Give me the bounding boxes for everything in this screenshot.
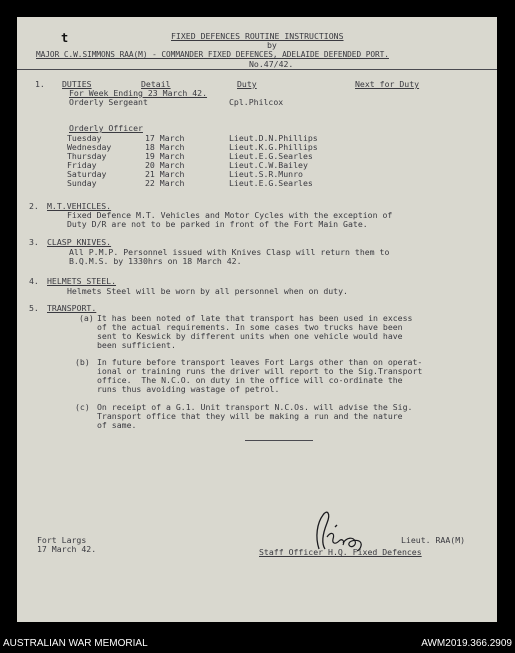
s5-a-line: sent to Keswick by different units when one vehicle would have xyxy=(97,331,403,341)
archive-institution: AUSTRALIAN WAR MEMORIAL xyxy=(3,638,148,649)
roster-day: Sunday xyxy=(67,178,97,188)
s1-orderly-sergeant-label: Orderly Sergeant xyxy=(69,97,148,107)
s1-orderly-officer-title: Orderly Officer xyxy=(69,123,143,133)
doc-title: FIXED DEFENCES ROUTINE INSTRUCTIONS xyxy=(171,31,344,41)
roster-officer: Lieut.C.W.Bailey xyxy=(229,160,308,170)
s5-c-line: Transport office that they will be making a run and the nature xyxy=(97,411,403,421)
s1-week: For Week Ending 23 March 42. xyxy=(69,88,208,98)
s5-c-label: (c) xyxy=(75,402,90,412)
s2-line2: Duty D/R are not to be parked in front of the Fort Main Gate. xyxy=(67,219,368,229)
sign-place: Fort Largs xyxy=(37,535,87,545)
roster-day: Thursday xyxy=(67,151,107,161)
s5-b-line: ional or training runs the driver will report to the Sig.Transport xyxy=(97,366,423,376)
roster-officer: Lieut.E.G.Searles xyxy=(229,178,313,188)
s1-num: 1. xyxy=(35,79,45,89)
s5-num: 5. xyxy=(29,303,39,313)
s5-title: TRANSPORT. xyxy=(47,303,97,313)
s5-b-label: (b) xyxy=(75,357,90,367)
roster-date: 20 March xyxy=(145,160,185,170)
s4-num: 4. xyxy=(29,276,39,286)
s5-b-line: office. The N.C.O. on duty in the office will co-ordinate the xyxy=(97,375,403,385)
s5-a-line: It has been noted of late that transport has been used in excess xyxy=(97,313,413,323)
s5-a-line: been sufficient. xyxy=(97,340,176,350)
s1-orderly-sergeant-name: Cpl.Philcox xyxy=(229,97,284,107)
s2-line1: Fixed Defence M.T. Vehicles and Motor Cycles with the exception of xyxy=(67,210,393,220)
roster-date: 21 March xyxy=(145,169,185,179)
roster-day: Tuesday xyxy=(67,133,102,143)
s2-num: 2. xyxy=(29,201,39,211)
roster-date: 18 March xyxy=(145,142,185,152)
roster-date: 22 March xyxy=(145,178,185,188)
roster-officer: Lieut.S.R.Munro xyxy=(229,169,303,179)
roster-day: Friday xyxy=(67,160,97,170)
roster-day: Wednesday xyxy=(67,142,112,152)
roster-day: Saturday xyxy=(67,169,107,179)
end-rule xyxy=(245,440,313,441)
roster-date: 17 March xyxy=(145,133,185,143)
s1-col-duty: Duty xyxy=(237,79,257,89)
s5-c-line: of same. xyxy=(97,420,137,430)
sign-role: Staff Officer H.Q. Fixed Defences xyxy=(259,547,422,557)
s5-c-line: On receipt of a G.1. Unit transport N.C.Os. will advise the Sig. xyxy=(97,402,413,412)
s4-title: HELMETS STEEL. xyxy=(47,276,117,286)
sign-rank: Lieut. RAA(M) xyxy=(401,535,466,545)
archive-footer xyxy=(0,628,515,653)
s5-b-line: runs thus avoiding wastage of petrol. xyxy=(97,384,280,394)
s5-b-line: In future before transport leaves Fort Largs other than on operat- xyxy=(97,357,423,367)
s5-a-line: of the actual requirements. In some cases two trucks have been xyxy=(97,322,403,332)
handwritten-signature xyxy=(305,497,375,557)
s3-num: 3. xyxy=(29,237,39,247)
doc-commander: MAJOR C.W.SIMMONS RAA(M) - COMMANDER FIXED DEFENCES, ADELAIDE DEFENDED PORT. xyxy=(36,50,389,59)
s3-line1: All P.M.P. Personnel issued with Knives Clasp will return them to xyxy=(69,247,390,257)
header-rule xyxy=(17,69,497,70)
roster-officer: Lieut.D.N.Phillips xyxy=(229,133,318,143)
s1-title: DUTIES xyxy=(62,79,92,89)
margin-mark: t xyxy=(61,31,69,45)
s1-col-next: Next for Duty xyxy=(355,79,420,89)
s3-line2: B.Q.M.S. by 1330hrs on 18 March 42. xyxy=(69,256,242,266)
routine-instructions xyxy=(17,17,497,622)
document-page xyxy=(17,17,497,622)
s4-line1: Helmets Steel will be worn by all personnel when on duty. xyxy=(67,286,348,296)
s5-a-label: (a) xyxy=(79,313,94,323)
s2-title: M.T.VEHICLES. xyxy=(47,201,112,211)
sign-date: 17 March 42. xyxy=(37,544,97,554)
roster-officer: Lieut.E.G.Searles xyxy=(229,151,313,161)
doc-number: No.47/42. xyxy=(249,59,294,69)
s1-col-detail: Detail xyxy=(141,79,171,89)
archive-accession: AWM2019.366.2909 xyxy=(421,638,512,649)
roster-officer: Lieut.K.G.Phillips xyxy=(229,142,318,152)
roster-date: 19 March xyxy=(145,151,185,161)
doc-by: by xyxy=(267,40,277,50)
s3-title: CLASP KNIVES. xyxy=(47,237,112,247)
